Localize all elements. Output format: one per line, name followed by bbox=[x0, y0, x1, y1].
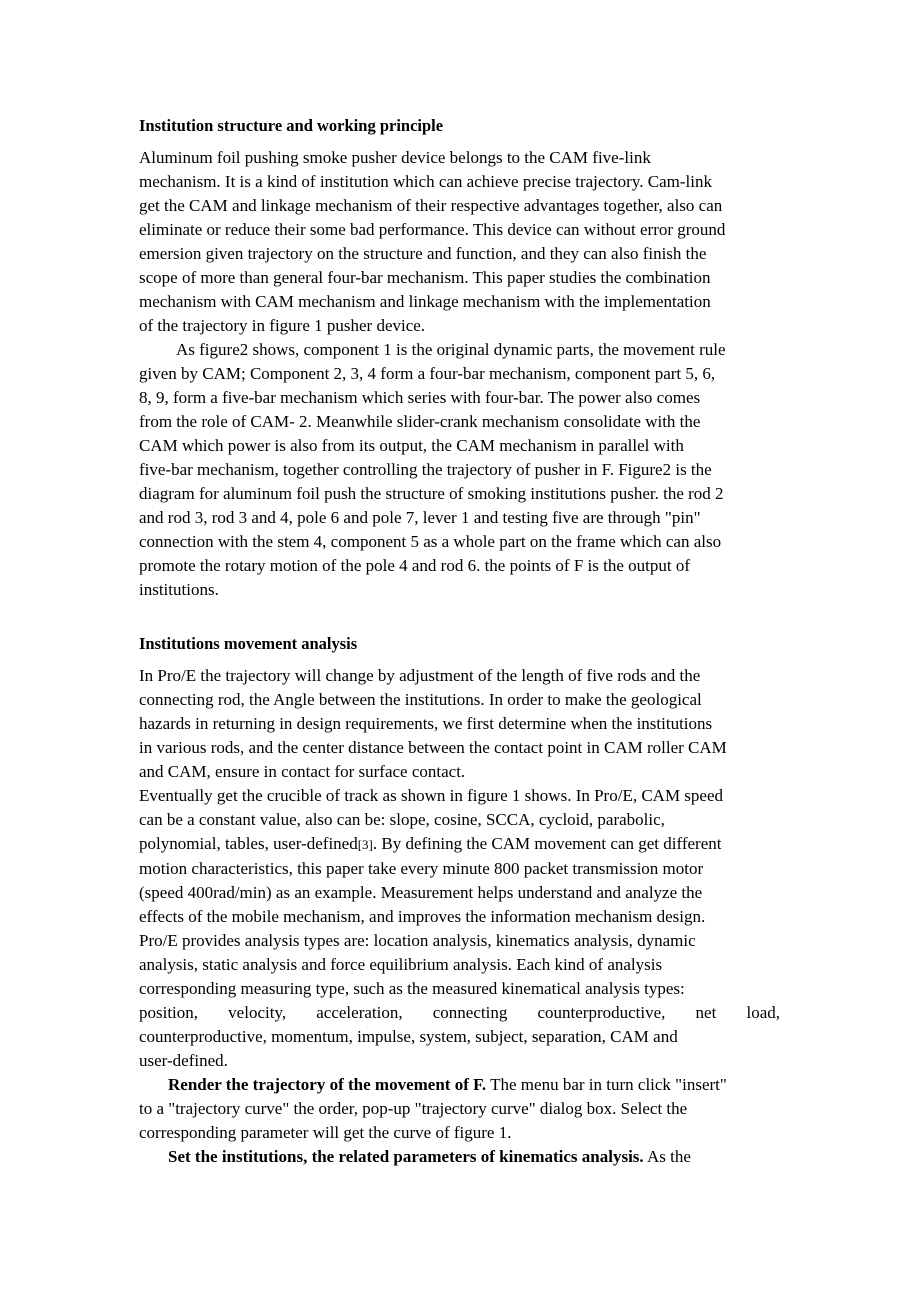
text-line: corresponding parameter will get the curve of figure 1. bbox=[139, 1123, 512, 1142]
text-line: In Pro/E the trajectory will change by adjustment of the length of five rods and the bbox=[139, 666, 701, 685]
text-line: and rod 3, rod 3 and 4, pole 6 and pole 7, lever 1 and testing five are through "pin" bbox=[139, 508, 701, 527]
text-line: Pro/E provides analysis types are: location analysis, kinematics analysis, dynamic bbox=[139, 931, 696, 950]
text-line: from the role of CAM- 2. Meanwhile slider-crank mechanism consolidate with the bbox=[139, 412, 701, 431]
text-line: can be a constant value, also can be: slope, cosine, SCCA, cycloid, parabolic, bbox=[139, 810, 665, 829]
bold-lead: Set the institutions, the related parameters of kinematics analysis. bbox=[168, 1147, 644, 1166]
section-structure bbox=[139, 114, 780, 138]
text-line: Aluminum foil pushing smoke pusher device belongs to the CAM five-link bbox=[139, 148, 651, 167]
text-line: to a "trajectory curve" the order, pop-up "trajectory curve" dialog box. Select the bbox=[139, 1099, 688, 1118]
text-line: get the CAM and linkage mechanism of their respective advantages together, also can bbox=[139, 196, 723, 215]
text-line: effects of the mobile mechanism, and improves the information mechanism design. bbox=[139, 907, 706, 926]
text-line: hazards in returning in design requirements, we first determine when the institutions bbox=[139, 714, 713, 733]
text-line: mechanism with CAM mechanism and linkage mechanism with the implementation bbox=[139, 292, 711, 311]
text-run: . By defining the CAM movement can get different bbox=[372, 834, 722, 853]
text-run: As the bbox=[643, 1147, 691, 1166]
citation-reference: [3] bbox=[357, 837, 373, 852]
text-line: emersion given trajectory on the structure and function, and they can also finish the bbox=[139, 244, 707, 263]
text-line: institutions. bbox=[139, 580, 219, 599]
text-line-justified: position, velocity, acceleration, connecting counterproductive, net load, bbox=[139, 1003, 780, 1022]
text-line: mechanism. It is a kind of institution which can achieve precise trajectory. Cam-link bbox=[139, 172, 712, 191]
text-line: five-bar mechanism, together controlling the trajectory of pusher in F. Figure2 is the bbox=[139, 460, 712, 479]
text-line-with-reference bbox=[139, 832, 780, 857]
text-run: polynomial, tables, user-defined bbox=[139, 834, 358, 853]
section-heading: Institutions movement analysis bbox=[139, 634, 358, 653]
text-line: eliminate or reduce their some bad performance. This device can without error ground bbox=[139, 220, 726, 239]
bold-lead: Render the trajectory of the movement of F. bbox=[168, 1075, 487, 1094]
text-line: corresponding measuring type, such as the measured kinematical analysis types: bbox=[139, 979, 685, 998]
text-line: Eventually get the crucible of track as shown in figure 1 shows. In Pro/E, CAM speed bbox=[139, 786, 724, 805]
text-run: The menu bar in turn click "insert" bbox=[486, 1075, 727, 1094]
text-line-with-bold-lead bbox=[139, 1145, 780, 1169]
text-line: promote the rotary motion of the pole 4 and rod 6. the points of F is the output of bbox=[139, 556, 690, 575]
text-line: user-defined. bbox=[139, 1051, 228, 1070]
text-line: connection with the stem 4, component 5 as a whole part on the frame which can also bbox=[139, 532, 722, 551]
text-line: counterproductive, momentum, impulse, system, subject, separation, CAM and bbox=[139, 1027, 678, 1046]
text-line: given by CAM; Component 2, 3, 4 form a four-bar mechanism, component part 5, 6, bbox=[139, 364, 716, 383]
text-line: and CAM, ensure in contact for surface contact. bbox=[139, 762, 466, 781]
text-line: (speed 400rad/min) as an example. Measurement helps understand and analyze the bbox=[139, 883, 703, 902]
text-line: of the trajectory in figure 1 pusher device. bbox=[139, 316, 426, 335]
paragraph-intro bbox=[139, 146, 780, 338]
text-line: 8, 9, form a five-bar mechanism which series with four-bar. The power also comes bbox=[139, 388, 701, 407]
text-line: CAM which power is also from its output, the CAM mechanism in parallel with bbox=[139, 436, 684, 455]
text-line: analysis, static analysis and force equilibrium analysis. Each kind of analysis bbox=[139, 955, 663, 974]
paragraph-proe bbox=[139, 664, 780, 1169]
text-line: motion characteristics, this paper take every minute 800 packet transmission motor bbox=[139, 859, 704, 878]
text-line: in various rods, and the center distance between the contact point in CAM roller CAM bbox=[139, 738, 727, 757]
text-line: As figure2 shows, component 1 is the original dynamic parts, the movement rule bbox=[176, 340, 726, 359]
text-line: diagram for aluminum foil push the structure of smoking institutions pusher. the rod 2 bbox=[139, 484, 724, 503]
paragraph-figure2 bbox=[139, 338, 780, 602]
text-line-with-bold-lead bbox=[139, 1073, 780, 1097]
section-heading: Institution structure and working principle bbox=[139, 116, 444, 135]
text-line: connecting rod, the Angle between the institutions. In order to make the geological bbox=[139, 690, 702, 709]
section-movement-analysis bbox=[139, 632, 780, 656]
text-line: scope of more than general four-bar mechanism. This paper studies the combination bbox=[139, 268, 711, 287]
